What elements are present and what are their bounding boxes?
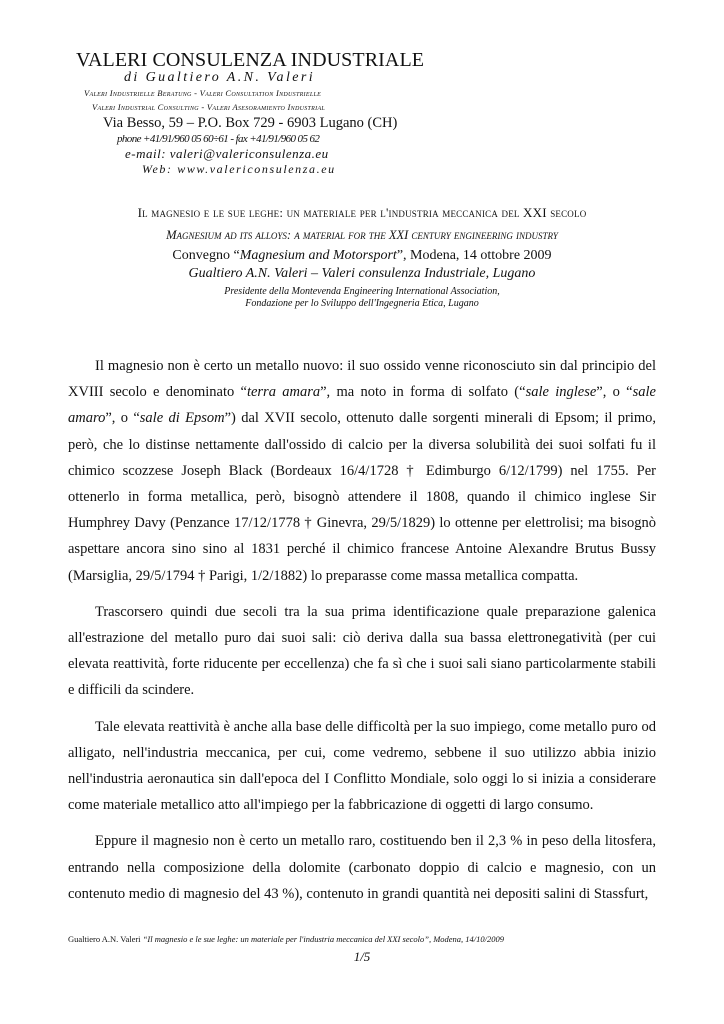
convegno-name: Magnesium and Motorsport (239, 248, 397, 263)
page-number: 1/5 (353, 949, 371, 964)
letterhead-subtitle-2: Valeri Industrial Consulting - Valeri Asesoramiento Industrial (92, 102, 326, 112)
author-role-2: Fondazione per lo Sviluppo dell'Ingegneria Etica, Lugano (245, 298, 479, 309)
p1-part-a: Il magnesio non è certo un metallo nuovo: il suo ossido venne riconosciuto sin dal principio del XVIII secolo e denominato “ (68, 358, 656, 401)
footer-citation (68, 934, 504, 944)
letterhead-owner: di Gualtiero A.N. Valeri (124, 70, 315, 85)
footer-title: “Il magnesio e le sue leghe: un materiale per l'industria meccanica del XXI secolo”, Modena, 14/10/2009 (142, 934, 505, 944)
letterhead-phone: phone +41/91/960 05 60÷61 - fax +41/91/960 05 62 (117, 133, 320, 145)
author-role-1: Presidente della Montevenda Engineering International Association, (224, 286, 500, 297)
letterhead-web: Web: www.valericonsulenza.eu (142, 162, 336, 176)
title-english: Magnesium ad its alloys: a material for the XXI century engineering industry (166, 228, 558, 242)
title-italian: Il magnesio e le sue leghe: un materiale per l'industria meccanica del XXI secolo (137, 205, 587, 220)
p1-sale-amaro: sale amaro (68, 384, 656, 427)
p1-part-c: ”, o “ (596, 384, 633, 401)
paragraph-4: Eppure il magnesio non è certo un metallo raro, costituendo ben il 2,3 % in peso della litosfera, entrando nella composizione della dolomite (carbonato doppio di calcio e magnesio, con un contenuto medio di magnesio del 43 %), contenuto in grandi quantità nei depositi salini di Stassfurt, (68, 833, 656, 902)
p1-terra-amara: terra amara (246, 384, 321, 401)
letterhead-subtitle-1: Valeri Industrielle Beratung - Valeri Consultation Industrielle (84, 88, 322, 98)
paragraph-3: Tale elevata reattività è anche alla base delle difficoltà per la suo impiego, come metallo puro od alligato, nell'industria meccanica, per cui, come vedremo, sebbene il suo utilizzo abbia inizio nell'industria aeronautica sin dall'epoca del I Conflitto Mondiale, solo oggi lo si inizia a considerare come materiale metallico atto all'impiego per la fabbricazione di oggetti di largo consumo. (68, 718, 656, 814)
p1-sale-inglese: sale inglese (525, 384, 597, 401)
letterhead-address: Via Besso, 59 – P.O. Box 729 - 6903 Lugano (CH) (103, 115, 398, 131)
author-line: Gualtiero A.N. Valeri – Valeri consulenza Industriale, Lugano (188, 266, 536, 281)
letterhead-email: e-mail: valeri@valericonsulenza.eu (125, 146, 329, 161)
paragraph-1 (68, 353, 656, 589)
p1-sale-epsom: sale di Epsom (139, 410, 225, 427)
p1-part-d: ”, o “ (105, 410, 140, 427)
footer-author: Gualtiero A.N. Valeri (68, 934, 143, 944)
convegno-line (0, 248, 724, 264)
convegno-suffix: ”, Modena, 14 ottobre 2009 (396, 248, 552, 263)
p1-part-e: ”) dal XVII secolo, ottenuto dalle sorgenti minerali di Epsom; il primo, però, che lo distinse nettamente dall'ossido di calcio per la diversa solubilità dei suoi solfati fu il chimico scozzese Joseph Black (Bordeaux 16/4/1728 † Edimburgo 6/12/1799) nel 1755. Per ottenerlo in forma metallica, però, bisognò attendere il 1808, quando il chimico inglese Sir Humphrey Davy (Penzance 17/12/1778 † Ginevra, 29/5/1829) lo ottenne per elettrolisi; ma bisognò aspettare ancora sino sino al 1831 perché il chimico francese Antoine Alexandre Brutus Bussy (Marsiglia, 29/5/1794 † Parigi, 1/2/1882) lo preparasse come massa metallica compatta. (68, 410, 657, 584)
paragraph-2: Trascorsero quindi due secoli tra la sua prima identificazione quale preparazione galenica all'estrazione del metallo puro dai suoi sali: ciò deriva dalla sua bassa elettronegatività (per cui elevata reattività, forte riducente per eccellenza) che fa sì che i suoi sali siano particolarmente stabili e difficili da scindere. (68, 603, 656, 699)
letterhead-company: VALERI CONSULENZA INDUSTRIALE (76, 49, 425, 71)
convegno-prefix: Convegno “ (172, 248, 240, 263)
p1-part-b: ”, ma noto in forma di solfato (“ (320, 384, 526, 401)
body-text (68, 353, 656, 917)
